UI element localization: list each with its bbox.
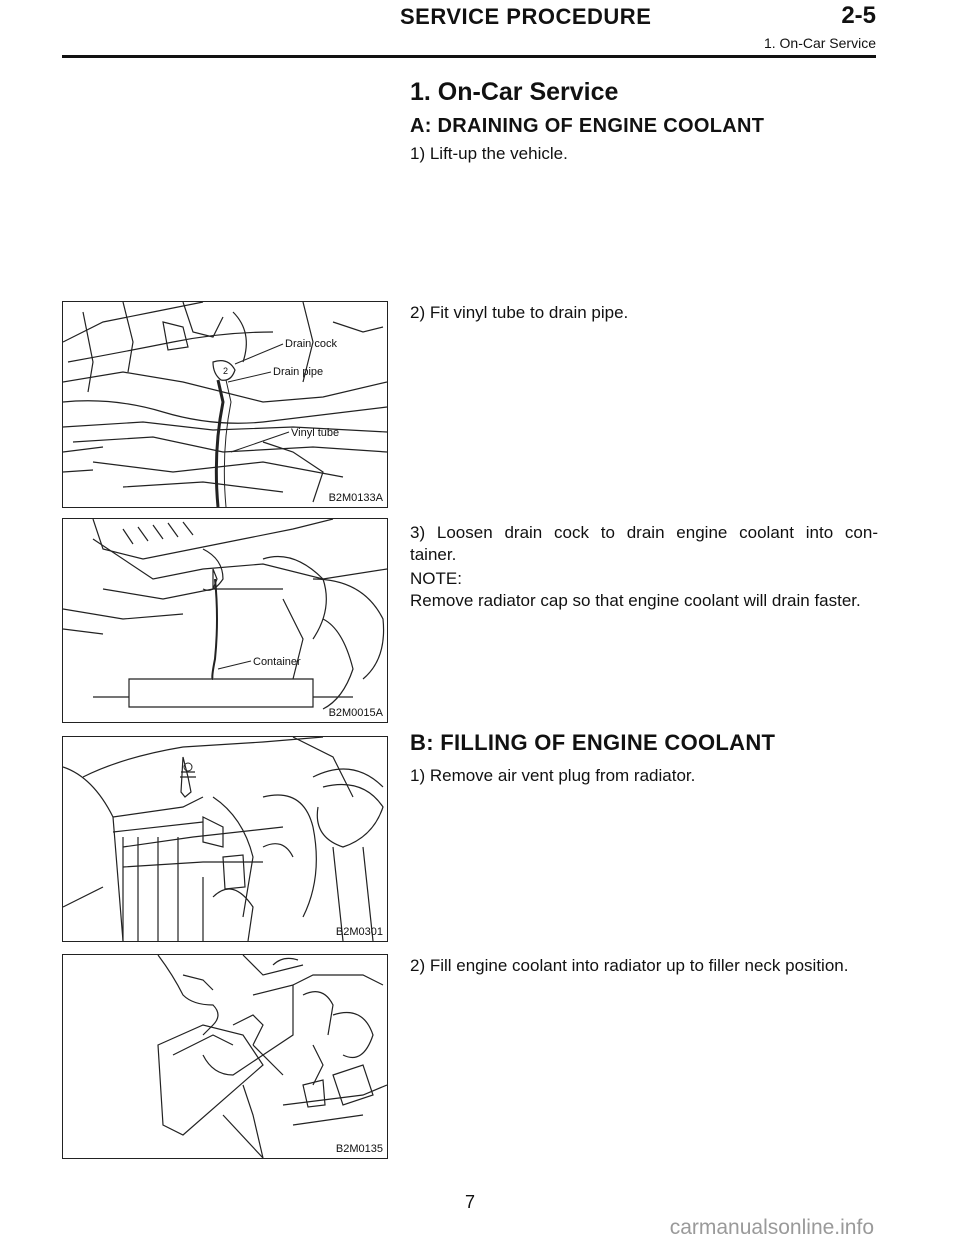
section-code: 2-5 (841, 2, 876, 29)
section-b-title: B: FILLING OF ENGINE COOLANT (410, 730, 776, 755)
figure-code: B2M0301 (335, 926, 383, 938)
figure-code: B2M0015A (328, 707, 383, 719)
section-title: SERVICE PROCEDURE (400, 4, 652, 29)
figure-fill-coolant-illustration (63, 955, 387, 1158)
note-text: Remove radiator cap so that engine coolant will drain faster. (410, 591, 861, 610)
step-b1: 1) Remove air vent plug from radiator. (410, 766, 696, 785)
step-a3 (410, 522, 878, 566)
label-drain-cock: Drain cock (285, 338, 337, 350)
figure-drain-pipe (62, 301, 388, 508)
header-rule (62, 55, 876, 58)
figure-air-vent-plug-illustration (63, 737, 387, 941)
watermark: carmanualsonline.info (669, 1216, 874, 1239)
figure-container (62, 518, 388, 723)
figure-air-vent-plug (62, 736, 388, 942)
step-a2: 2) Fit vinyl tube to drain pipe. (410, 303, 629, 322)
step-a3-line2: tainer. (410, 545, 457, 564)
note-label: NOTE: (410, 569, 462, 588)
page-heading: 1. On-Car Service (410, 78, 619, 106)
label-container: Container (253, 656, 301, 668)
subsection-label: 1. On-Car Service (763, 35, 876, 51)
step-a3-line1: 3) Loosen drain cock to drain engine coolant into con- (410, 523, 878, 542)
page-number: 7 (465, 1192, 476, 1212)
section-a-title: A: DRAINING OF ENGINE COOLANT (410, 115, 765, 137)
label-drain-pipe: Drain pipe (273, 366, 324, 378)
figure-fill-coolant (62, 954, 388, 1159)
label-vinyl-tube: Vinyl tube (291, 427, 340, 439)
figure-container-illustration (63, 519, 387, 722)
figure-code: B2M0133A (328, 492, 383, 504)
callout-number: 2 (223, 366, 229, 376)
figure-code: B2M0135 (335, 1143, 383, 1155)
figure-drain-pipe-illustration (63, 302, 387, 507)
step-a1: 1) Lift-up the vehicle. (410, 144, 568, 163)
step-b2: 2) Fill engine coolant into radiator up to filler neck position. (410, 956, 849, 975)
